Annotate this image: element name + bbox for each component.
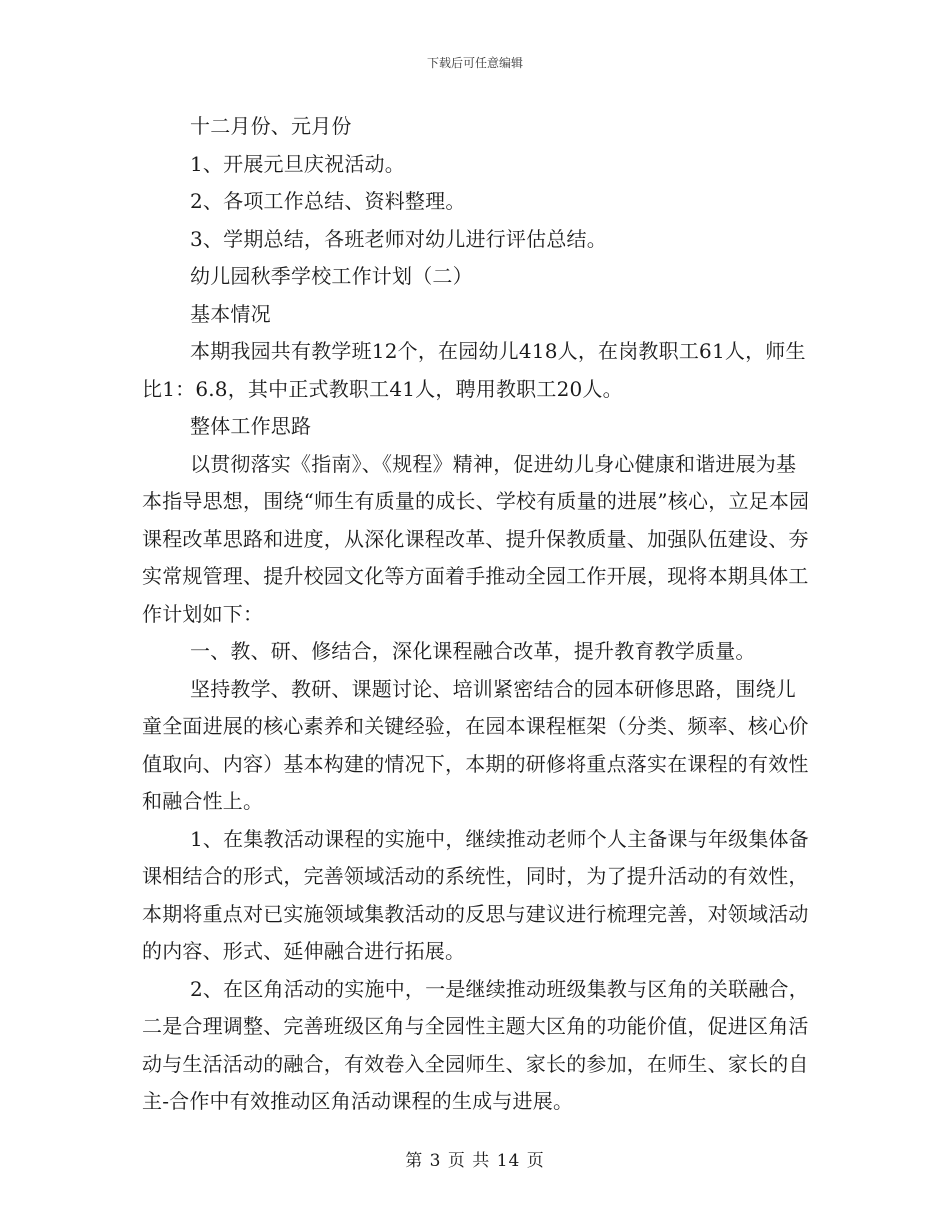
document-title: 幼儿园秋季学校工作计划（二）	[190, 264, 473, 288]
section-heading-one: 一、教、研、修结合，深化课程融合改革，提升教育教学质量。	[190, 639, 756, 663]
paragraph-item-1: 1、在集教活动课程的实施中，继续推动老师个人主备课与年级集体备课相结合的形式，完善领域活动的系统性，同时，为了提升活动的有效性，本期将重点对已实施领域集教活动的反思与建议进行梳理完善，对领域活动的内容、形式、延伸融合进行拓展。	[142, 826, 809, 963]
document-body	[142, 108, 810, 1121]
list-item: 2、各项工作总结、资料整理。	[190, 189, 466, 213]
header-note: 下载后可任意编辑	[426, 56, 523, 70]
section-heading-approach: 整体工作思路	[190, 414, 312, 438]
list-item: 3、学期总结，各班老师对幼儿进行评估总结。	[190, 226, 607, 251]
list-item: 1、开展元旦庆祝活动。	[190, 151, 405, 176]
paragraph-approach: 以贯彻落实《指南》、《规程》精神，促进幼儿身心健康和谐进展为基本指导思想，围绕“师生有质量的成长、学校有质量的进展”核心，立足本园课程改革思路和进度，从深化课程改革、提升保教质量、加强队伍建设、夯实常规管理、提升校园文化等方面着手推动全园工作开展，现将本期具体工作计划如下：	[142, 451, 810, 626]
section-heading-basic: 基本情况	[190, 301, 271, 326]
section-heading-month: 十二月份、元月份	[190, 114, 352, 138]
paragraph-basic-info: 本期我园共有教学班12个，在园幼儿418人，在岗教职工61人，师生比1：6.8，其中正式教职工41人，聘用教职工20人。	[142, 339, 806, 401]
paragraph-research: 坚持教学、教研、课题讨论、培训紧密结合的园本研修思路，围绕儿童全面进展的核心素养和关键经验，在园本课程框架（分类、频率、核心价值取向、内容）基本构建的情况下，本期的研修将重点落实在课程的有效性和融合性上。	[142, 676, 809, 813]
page-number: 第 3 页 共 14 页	[405, 1151, 545, 1171]
paragraph-item-2: 2、在区角活动的实施中，一是继续推动班级集教与区角的关联融合，二是合理调整、完善班级区角与全园性主题大区角的功能价值，促进区角活动与生活活动的融合，有效卷入全园师生、家长的参加，在师生、家长的自主-合作中有效推动区角活动课程的生成与进展。	[142, 976, 809, 1113]
